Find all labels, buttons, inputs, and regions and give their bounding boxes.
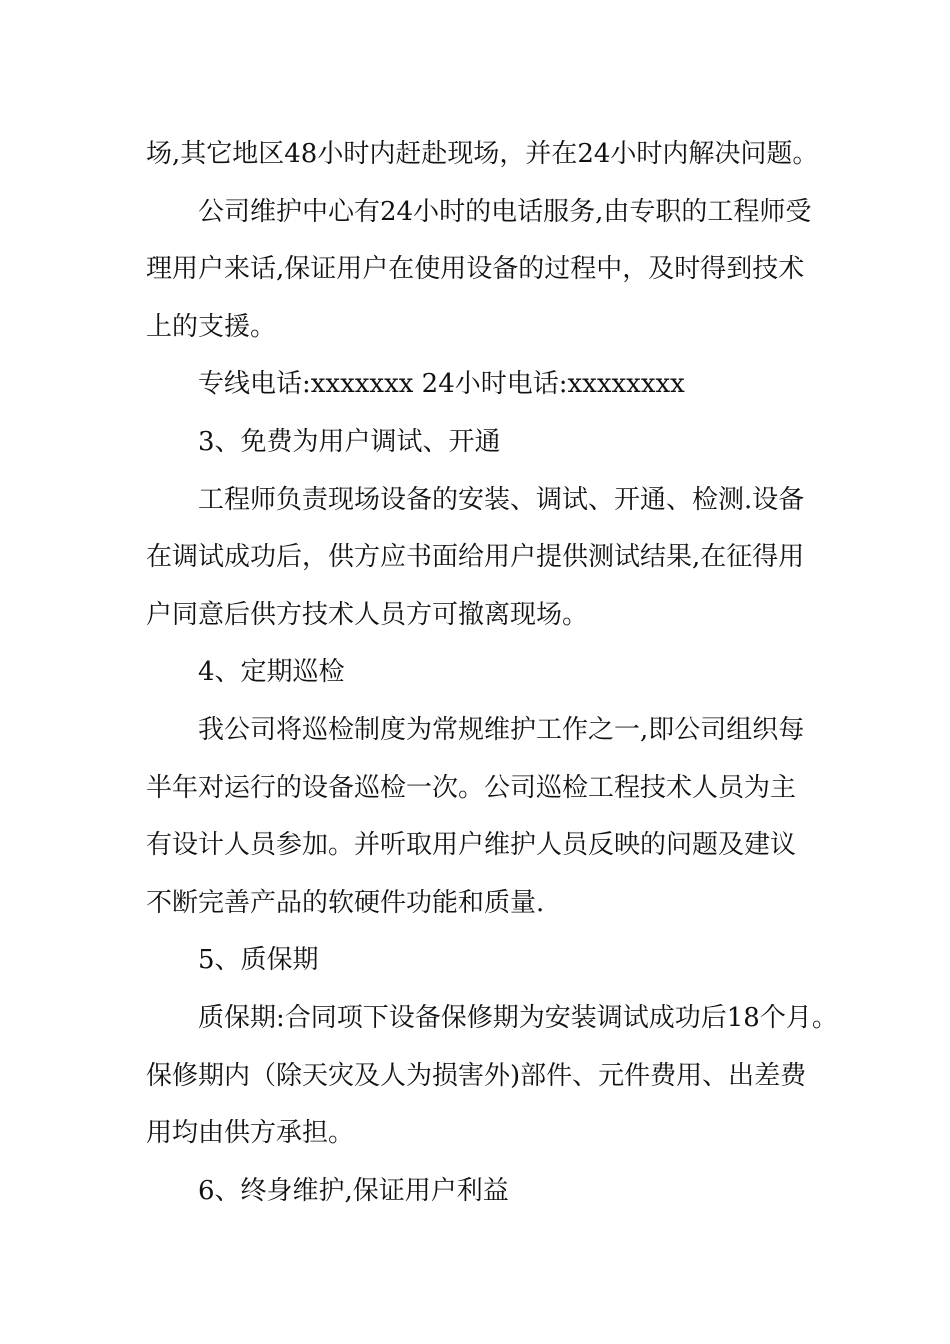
paragraph-first-line: 工程师负责现场设备的安装、调试、开通、检测.设备	[198, 484, 805, 515]
section-heading-6: 6、终身维护,保证用户利益	[198, 1175, 509, 1206]
section-heading-3: 3、免费为用户调试、开通	[198, 426, 501, 457]
section-heading-5: 5、质保期	[198, 945, 319, 976]
text-line: 有设计人员参加。并听取用户维护人员反映的问题及建议	[146, 830, 797, 861]
paragraph-first-line: 公司维护中心有24小时的电话服务,由专职的工程师受	[198, 196, 812, 227]
text-line: 上的支援。	[146, 311, 277, 342]
text-line: 不断完善产品的软硬件功能和质量.	[146, 887, 545, 918]
text-line: 场,其它地区48小时内赶赴现场，并在24小时内解决问题。	[146, 139, 819, 169]
text-line: 用均由供方承担。	[146, 1118, 355, 1149]
phone-line: 专线电话:xxxxxxx 24小时电话:xxxxxxxx	[198, 369, 685, 400]
text-line: 半年对运行的设备巡检一次。公司巡检工程技术人员为主	[146, 772, 797, 803]
document-body	[146, 126, 838, 1220]
text-line: 户同意后供方技术人员方可撤离现场。	[146, 599, 589, 630]
text-line: 理用户来话,保证用户在使用设备的过程中，及时得到技术	[146, 254, 805, 285]
paragraph-first-line: 我公司将巡检制度为常规维护工作之一,即公司组织每	[198, 714, 805, 745]
text-line: 保修期内（除天灾及人为损害外)部件、元件费用、出差费	[146, 1060, 807, 1091]
text-line: 在调试成功后，供方应书面给用户提供测试结果,在征得用	[146, 542, 805, 573]
section-heading-4: 4、定期巡检	[198, 657, 345, 688]
paragraph-first-line: 质保期:合同项下设备保修期为安装调试成功后18个月。	[198, 1002, 838, 1033]
